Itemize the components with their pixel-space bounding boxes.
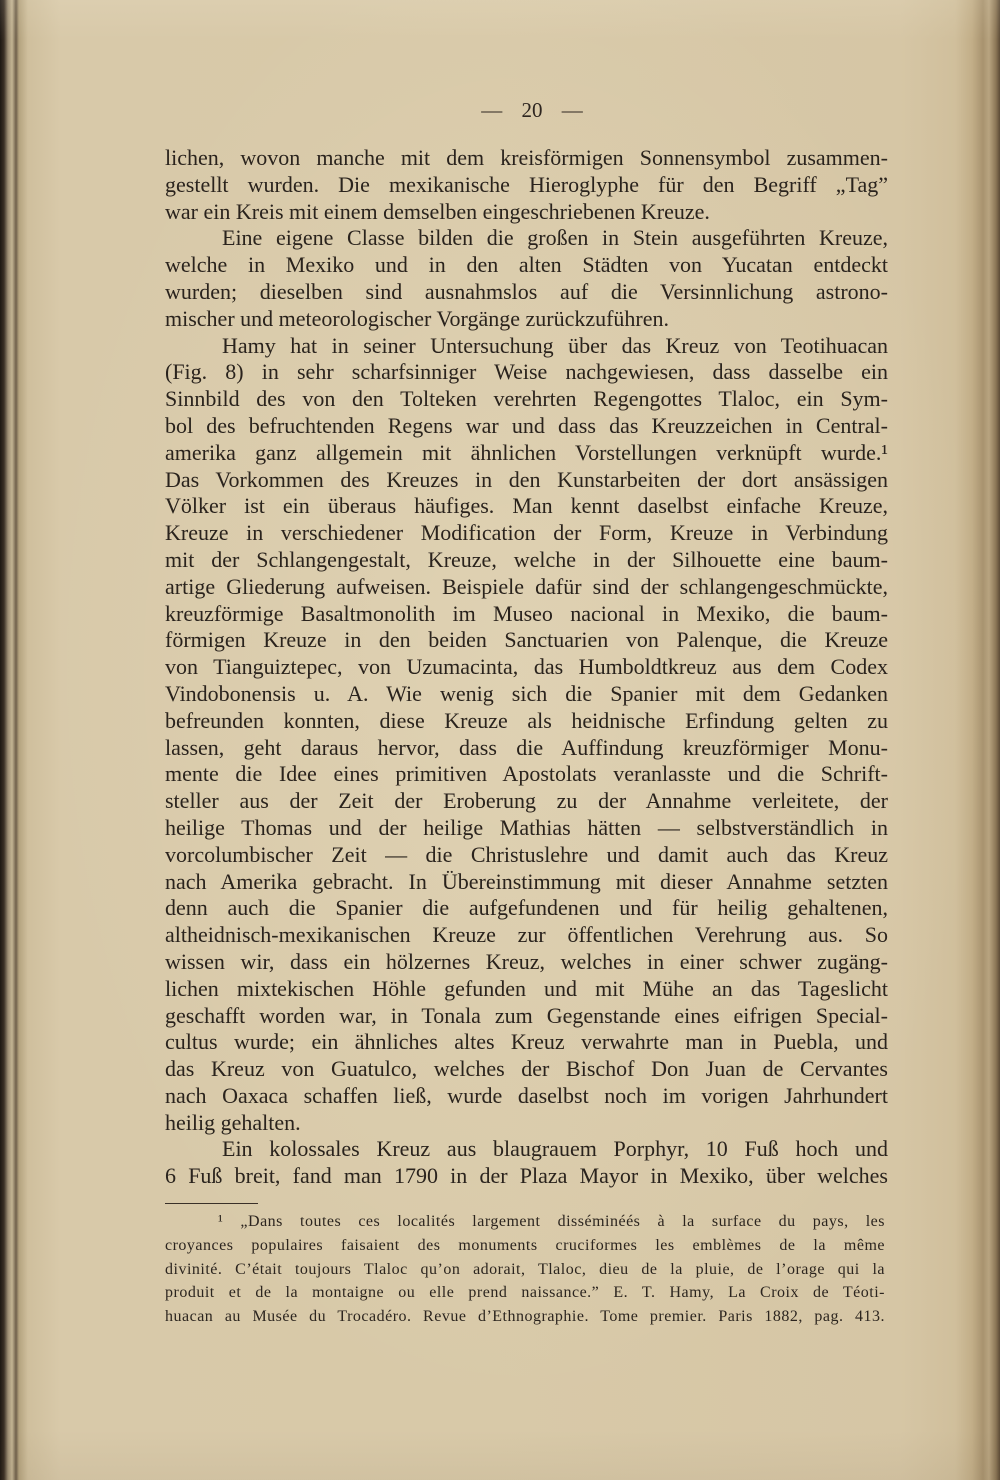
text-line: Sinnbild des von den Tolteken verehrten Regengottes Tlaloc, ein Sym- (165, 386, 888, 412)
text-line: lassen, geht daraus hervor, dass die Auffindung kreuzförmiger Monu- (165, 734, 888, 760)
text-line: Ein kolossales Kreuz aus blaugrauem Porphyr, 10 Fuß hoch und (222, 1136, 888, 1162)
text-line: Vindobonensis u. A. Wie wenig sich die Spanier mit dem Gedanken (165, 680, 888, 706)
text-line: förmigen Kreuze in den beiden Sanctuarien von Palenque, die Kreuze (165, 627, 888, 653)
text-line: war ein Kreis mit einem demselben eingeschriebenen Kreuze. (165, 198, 710, 224)
text-line: mischer und meteorologischer Vorgänge zurückzuführen. (165, 305, 670, 331)
footnote-line: produit et de la montaigne ou elle prend naissance.” E. T. Hamy, La Croix de Téoti- (165, 1284, 885, 1302)
text-line: cultus wurde; ein ähnliches altes Kreuz verwahrte man in Puebla, und (165, 1029, 888, 1055)
paragraph (165, 1136, 888, 1190)
text-line: Kreuze in verschiedener Modification der Form, Kreuze in Verbindung (165, 520, 888, 546)
text-line: Völker ist ein überaus häufiges. Man kennt daselbst einfache Kreuze, (165, 493, 888, 519)
page-number: — 20 — (481, 98, 583, 122)
text-line: befreunden konnten, diese Kreuze als heidnische Erfindung gelten zu (165, 707, 888, 733)
text-line: heilig gehalten. (165, 1109, 301, 1135)
text-line: Das Vorkommen des Kreuzes in den Kunstarbeiten der dort ansässigen (165, 466, 888, 492)
text-line: 6 Fuß breit, fand man 1790 in der Plaza Mayor in Mexiko, über welches (165, 1163, 888, 1189)
text-line: wissen wir, dass ein hölzernes Kreuz, welches in einer schwer zugäng- (165, 948, 888, 974)
text-line: heilige Thomas und der heilige Mathias hätten — selbstverständlich in (165, 814, 888, 840)
footnote-line: croyances populaires faisaient des monuments cruciformes les emblèmes de la même (165, 1236, 885, 1254)
text-line: altheidnisch-mexikanischen Kreuze zur öffentlichen Verehrung aus. So (165, 922, 888, 948)
footnote-line: ¹ „Dans toutes ces localités largement disséminéés à la surface du pays, les (218, 1213, 885, 1230)
text-line: lichen mixtekischen Höhle gefunden und mit Mühe an das Tageslicht (165, 975, 888, 1001)
paragraph (165, 225, 888, 332)
text-line: Hamy hat in seiner Untersuchung über das Kreuz von Teotihuacan (222, 332, 888, 358)
text-line: von Tianguiztepec, von Uzumacinta, das Humboldtkreuz aus dem Codex (165, 654, 888, 680)
text-line: nach Oaxaca schaffen ließ, wurde daselbst noch im vorigen Jahrhundert (165, 1082, 888, 1108)
text-line: nach Amerika gebracht. In Übereinstimmung mit dieser Annahme setzten (165, 868, 888, 894)
text-line: denn auch die Spanier die aufgefundenen und für heilig gehaltenen, (165, 895, 888, 921)
text-line: Eine eigene Classe bilden die großen in Stein ausgeführten Kreuze, (222, 225, 888, 251)
text-line: kreuzförmige Basaltmonolith im Museo nacional in Mexiko, die baum- (165, 600, 888, 626)
paragraph (165, 333, 888, 1137)
text-line: (Fig. 8) in sehr scharfsinniger Weise nachgewiesen, dass dasselbe ein (165, 359, 888, 385)
text-line: lichen, wovon manche mit dem kreisförmigen Sonnensymbol zusammen- (165, 145, 888, 170)
text-line: welche in Mexiko und in den alten Städten von Yucatan entdeckt (165, 252, 888, 278)
footnotes (165, 1210, 885, 1329)
footnote-rule (165, 1203, 258, 1204)
text-line: gestellt wurden. Die mexikanische Hieroglyphe für den Begriff „Tag” (165, 171, 888, 197)
text-line: amerika ganz allgemein mit ähnlichen Vorstellungen verknüpft wurde.¹ (165, 439, 888, 465)
text-line: mente die Idee eines primitiven Apostolats veranlasste und die Schrift- (165, 761, 888, 787)
footnote-line: divinité. C’était toujours Tlaloc qu’on adorait, Tlaloc, dieu de la pluie, de l’orage qui la (165, 1260, 885, 1278)
text-line: vorcolumbischer Zeit — die Christuslehre und damit auch das Kreuz (165, 841, 888, 867)
text-line: steller aus der Zeit der Eroberung zu der Annahme verleitete, der (165, 788, 888, 814)
text-line: das Kreuz von Guatulco, welches der Bischof Don Juan de Cervantes (165, 1056, 888, 1082)
text-line: wurden; dieselben sind ausnahmslos auf die Versinnlichung astrono- (165, 278, 888, 304)
text-line: mit der Schlangengestalt, Kreuze, welche in der Silhouette eine baum- (165, 546, 888, 572)
body-text (165, 145, 888, 1190)
paragraph (165, 145, 888, 225)
text-line: geschafft worden war, in Tonala zum Gegenstande eines eifrigen Special- (165, 1002, 888, 1028)
text-line: bol des befruchtenden Regens war und dass das Kreuzzeichen in Central- (165, 412, 888, 438)
text-line: artige Gliederung aufweisen. Beispiele dafür sind der schlangengeschmückte, (165, 573, 888, 599)
footnote-line: huacan au Musée du Trocadéro. Revue d’Ethnographie. Tome premier. Paris 1882, pag. 413. (165, 1308, 885, 1326)
